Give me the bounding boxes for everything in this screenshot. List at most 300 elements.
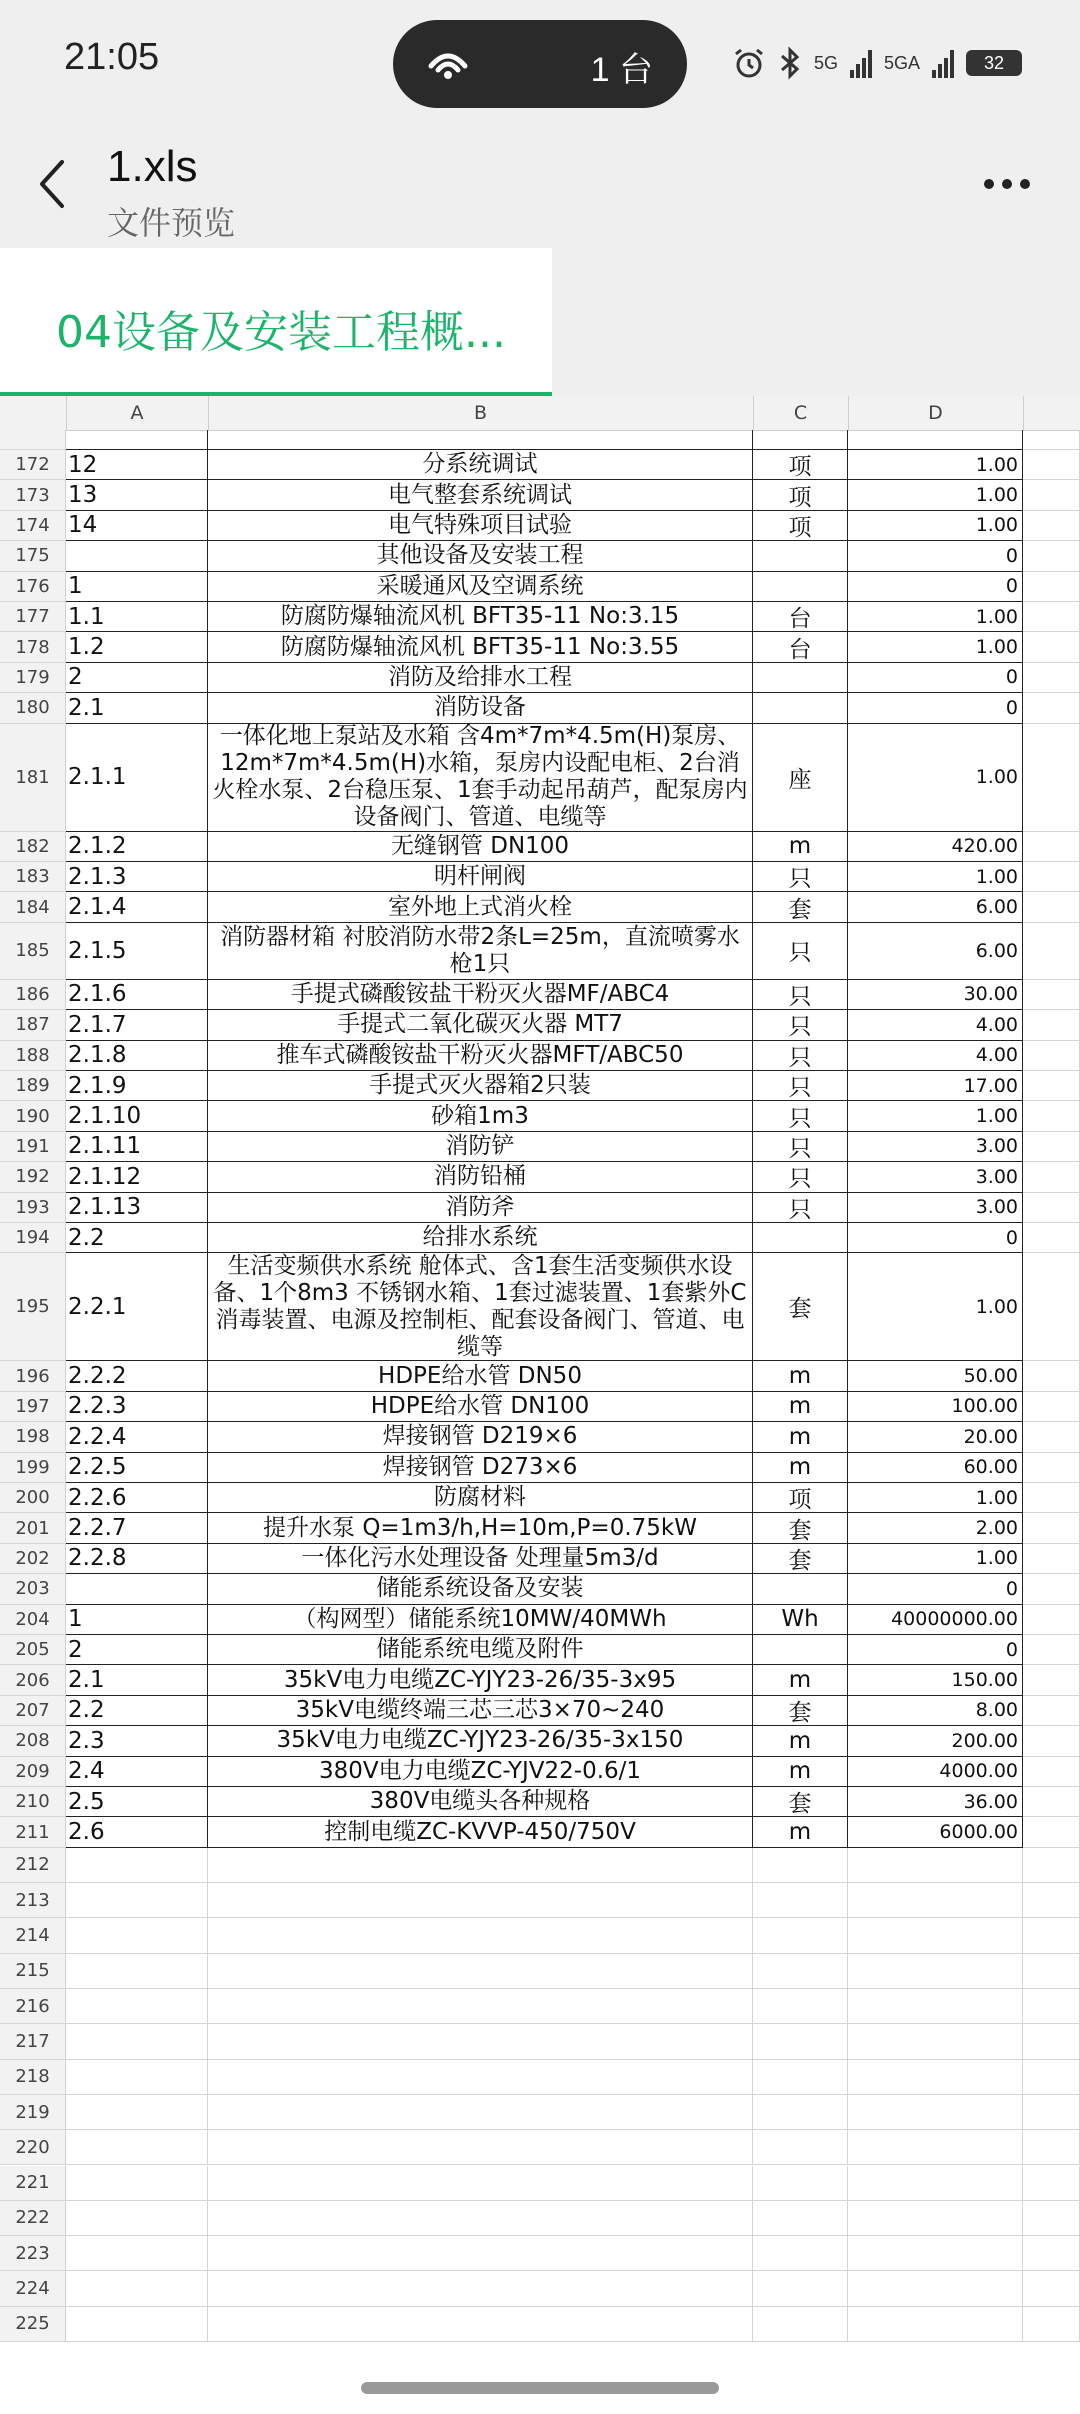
table-cell[interactable] (1023, 430, 1080, 450)
empty-cell[interactable] (66, 2236, 208, 2271)
empty-cell[interactable] (753, 1883, 848, 1918)
table-cell-e[interactable] (1023, 1757, 1080, 1787)
table-cell-b[interactable]: 一体化污水处理设备 处理量5m3/d (208, 1544, 753, 1574)
row-number[interactable]: 220 (0, 2130, 66, 2165)
table-cell-c[interactable]: m (753, 1757, 848, 1787)
row-number[interactable]: 207 (0, 1696, 66, 1726)
row-number[interactable]: 181 (0, 724, 66, 832)
row-number[interactable]: 198 (0, 1422, 66, 1452)
table-cell-b[interactable]: 储能系统设备及安装 (208, 1574, 753, 1604)
table-cell-a[interactable]: 2.2 (66, 1223, 208, 1253)
table-cell-d[interactable]: 1.00 (848, 724, 1023, 832)
table-cell-d[interactable]: 0 (848, 693, 1023, 723)
table-cell-d[interactable]: 3.00 (848, 1162, 1023, 1192)
table-cell-c[interactable]: 台 (753, 602, 848, 632)
empty-cell[interactable] (753, 2166, 848, 2201)
row-number[interactable]: 188 (0, 1041, 66, 1071)
empty-cell[interactable] (66, 2271, 208, 2306)
empty-cell[interactable] (1023, 2130, 1080, 2165)
empty-cell[interactable] (66, 2095, 208, 2130)
table-cell-c[interactable]: 只 (753, 1193, 848, 1223)
table-cell-c[interactable]: 座 (753, 724, 848, 832)
table-cell-c[interactable]: 只 (753, 1010, 848, 1040)
row-number[interactable]: 199 (0, 1453, 66, 1483)
empty-cell[interactable] (66, 2201, 208, 2236)
more-options-icon[interactable] (982, 176, 1032, 192)
row-number[interactable]: 218 (0, 2060, 66, 2095)
empty-cell[interactable] (208, 2130, 753, 2165)
column-header-c[interactable]: C (753, 396, 849, 430)
table-cell-a[interactable]: 2 (66, 1635, 208, 1665)
table-cell-e[interactable] (1023, 1665, 1080, 1695)
table-cell-c[interactable]: 项 (753, 1483, 848, 1513)
table-cell-e[interactable] (1023, 832, 1080, 862)
table-cell-d[interactable]: 0 (848, 1574, 1023, 1604)
empty-cell[interactable] (208, 2024, 753, 2059)
table-cell-d[interactable]: 1.00 (848, 511, 1023, 541)
table-cell-c[interactable]: m (753, 1726, 848, 1756)
table-cell-a[interactable]: 13 (66, 480, 208, 510)
table-cell-e[interactable] (1023, 572, 1080, 602)
table-cell-a[interactable]: 2.6 (66, 1817, 208, 1847)
empty-cell[interactable] (753, 2236, 848, 2271)
table-cell-d[interactable]: 1.00 (848, 602, 1023, 632)
table-cell-b[interactable]: 380V电缆头各种规格 (208, 1787, 753, 1817)
empty-cell[interactable] (753, 2271, 848, 2306)
row-number[interactable]: 223 (0, 2236, 66, 2271)
table-cell-e[interactable] (1023, 1253, 1080, 1361)
table-cell-b[interactable]: 焊接钢管 D273×6 (208, 1453, 753, 1483)
table-cell-a[interactable]: 2.2.6 (66, 1483, 208, 1513)
table-cell-c[interactable]: 只 (753, 862, 848, 892)
table-cell-c[interactable]: 项 (753, 511, 848, 541)
table-cell-e[interactable] (1023, 1162, 1080, 1192)
table-cell-d[interactable]: 3.00 (848, 1132, 1023, 1162)
row-number[interactable]: 202 (0, 1544, 66, 1574)
empty-cell[interactable] (753, 1918, 848, 1953)
table-cell-e[interactable] (1023, 862, 1080, 892)
empty-cell[interactable] (66, 1989, 208, 2024)
table-cell-c[interactable]: 套 (753, 892, 848, 922)
row-number[interactable]: 184 (0, 892, 66, 922)
row-number[interactable]: 215 (0, 1954, 66, 1989)
column-header-b[interactable]: B (208, 396, 754, 430)
table-cell-a[interactable]: 2 (66, 663, 208, 693)
table-cell[interactable] (848, 430, 1023, 450)
table-cell-c[interactable]: 套 (753, 1513, 848, 1543)
row-number[interactable]: 187 (0, 1010, 66, 1040)
empty-cell[interactable] (848, 2236, 1023, 2271)
table-cell-c[interactable] (753, 1574, 848, 1604)
table-cell-a[interactable]: 2.2.5 (66, 1453, 208, 1483)
table-cell-b[interactable]: 控制电缆ZC-KVVP-450/750V (208, 1817, 753, 1847)
table-cell-b[interactable]: 35kV电力电缆ZC-YJY23-26/35-3x150 (208, 1726, 753, 1756)
table-cell-a[interactable]: 2.1.1 (66, 724, 208, 832)
table-cell-c[interactable]: 项 (753, 450, 848, 480)
table-cell-d[interactable]: 100.00 (848, 1392, 1023, 1422)
row-number[interactable]: 205 (0, 1635, 66, 1665)
table-cell-a[interactable]: 2.1.6 (66, 980, 208, 1010)
empty-cell[interactable] (66, 1918, 208, 1953)
row-number[interactable]: 208 (0, 1726, 66, 1756)
table-cell-b[interactable]: 提升水泵 Q=1m3/h,H=10m,P=0.75kW (208, 1513, 753, 1543)
table-cell-d[interactable]: 0 (848, 572, 1023, 602)
table-cell-a[interactable]: 2.1.5 (66, 923, 208, 980)
empty-cell[interactable] (66, 2166, 208, 2201)
empty-cell[interactable] (208, 2201, 753, 2236)
table-cell-a[interactable]: 2.1.13 (66, 1193, 208, 1223)
empty-cell[interactable] (208, 1848, 753, 1883)
row-number[interactable]: 192 (0, 1162, 66, 1192)
table-cell-c[interactable]: 套 (753, 1787, 848, 1817)
empty-cell[interactable] (753, 2024, 848, 2059)
empty-cell[interactable] (753, 2201, 848, 2236)
empty-cell[interactable] (1023, 2236, 1080, 2271)
table-cell-a[interactable]: 2.1.8 (66, 1041, 208, 1071)
table-cell-b[interactable]: 消防器材箱 衬胶消防水带2条L=25m，直流喷雾水枪1只 (208, 923, 753, 980)
table-cell-d[interactable]: 1.00 (848, 480, 1023, 510)
row-number[interactable]: 222 (0, 2201, 66, 2236)
table-cell-e[interactable] (1023, 1193, 1080, 1223)
table-cell-b[interactable]: 无缝钢管 DN100 (208, 832, 753, 862)
table-cell-b[interactable]: 其他设备及安装工程 (208, 541, 753, 571)
table-cell-d[interactable]: 2.00 (848, 1513, 1023, 1543)
table-cell-c[interactable] (753, 1223, 848, 1253)
table-cell-b[interactable]: 推车式磷酸铵盐干粉灭火器MFT/ABC50 (208, 1041, 753, 1071)
table-cell-c[interactable]: m (753, 1665, 848, 1695)
table-cell-b[interactable]: 手提式灭火器箱2只装 (208, 1071, 753, 1101)
row-number[interactable]: 193 (0, 1193, 66, 1223)
table-cell-b[interactable]: 手提式磷酸铵盐干粉灭火器MF/ABC4 (208, 980, 753, 1010)
empty-cell[interactable] (66, 2130, 208, 2165)
empty-cell[interactable] (848, 1989, 1023, 2024)
table-cell-c[interactable]: m (753, 1422, 848, 1452)
table-cell-e[interactable] (1023, 1574, 1080, 1604)
table-cell-c[interactable]: m (753, 832, 848, 862)
column-header-e[interactable] (1023, 396, 1080, 430)
table-cell-b[interactable]: 明杆闸阀 (208, 862, 753, 892)
table-cell-a[interactable]: 2.1.11 (66, 1132, 208, 1162)
table-cell-e[interactable] (1023, 632, 1080, 662)
row-number[interactable]: 219 (0, 2095, 66, 2130)
empty-cell[interactable] (208, 2307, 753, 2342)
table-cell-d[interactable]: 0 (848, 1223, 1023, 1253)
table-cell-e[interactable] (1023, 1726, 1080, 1756)
table-cell-c[interactable]: 项 (753, 480, 848, 510)
table-cell-b[interactable]: HDPE给水管 DN100 (208, 1392, 753, 1422)
row-number[interactable]: 214 (0, 1918, 66, 1953)
table-cell-d[interactable]: 4.00 (848, 1041, 1023, 1071)
table-cell-c[interactable] (753, 663, 848, 693)
row-number[interactable]: 185 (0, 923, 66, 980)
empty-cell[interactable] (1023, 2201, 1080, 2236)
column-header-d[interactable]: D (848, 396, 1024, 430)
table-cell-e[interactable] (1023, 923, 1080, 980)
empty-cell[interactable] (208, 2271, 753, 2306)
row-number[interactable]: 195 (0, 1253, 66, 1361)
empty-cell[interactable] (208, 2060, 753, 2095)
empty-cell[interactable] (848, 2130, 1023, 2165)
table-cell-d[interactable]: 30.00 (848, 980, 1023, 1010)
table-cell-d[interactable]: 1.00 (848, 1253, 1023, 1361)
row-number[interactable]: 224 (0, 2271, 66, 2306)
empty-cell[interactable] (753, 2307, 848, 2342)
table-cell-e[interactable] (1023, 1071, 1080, 1101)
row-number[interactable]: 183 (0, 862, 66, 892)
table-cell-d[interactable]: 0 (848, 541, 1023, 571)
table-cell-c[interactable] (753, 693, 848, 723)
table-cell-a[interactable]: 2.2 (66, 1696, 208, 1726)
table-cell[interactable] (66, 430, 208, 450)
table-cell-a[interactable]: 2.1.10 (66, 1101, 208, 1131)
row-number[interactable]: 225 (0, 2307, 66, 2342)
table-cell-a[interactable]: 2.2.4 (66, 1422, 208, 1452)
table-cell-a[interactable]: 2.2.3 (66, 1392, 208, 1422)
table-cell-a[interactable] (66, 1574, 208, 1604)
empty-cell[interactable] (848, 1954, 1023, 1989)
table-cell-e[interactable] (1023, 724, 1080, 832)
row-number[interactable]: 190 (0, 1101, 66, 1131)
table-cell-c[interactable]: 只 (753, 1162, 848, 1192)
table-cell-c[interactable]: 只 (753, 1101, 848, 1131)
table-cell-a[interactable]: 2.3 (66, 1726, 208, 1756)
table-cell-d[interactable]: 1.00 (848, 862, 1023, 892)
table-cell-e[interactable] (1023, 1392, 1080, 1422)
connection-pill[interactable] (393, 20, 687, 108)
empty-cell[interactable] (208, 2236, 753, 2271)
empty-cell[interactable] (1023, 2060, 1080, 2095)
row-number[interactable]: 182 (0, 832, 66, 862)
table-cell-d[interactable]: 1.00 (848, 632, 1023, 662)
table-cell-e[interactable] (1023, 1422, 1080, 1452)
row-number[interactable]: 186 (0, 980, 66, 1010)
table-cell-a[interactable]: 1 (66, 1605, 208, 1635)
table-cell-d[interactable]: 36.00 (848, 1787, 1023, 1817)
table-cell-c[interactable]: 只 (753, 1071, 848, 1101)
table-cell-d[interactable]: 6000.00 (848, 1817, 1023, 1847)
table-cell-e[interactable] (1023, 1010, 1080, 1040)
table-cell-e[interactable] (1023, 511, 1080, 541)
table-cell-a[interactable]: 2.1 (66, 1665, 208, 1695)
table-cell-b[interactable]: HDPE给水管 DN50 (208, 1361, 753, 1391)
table-cell-b[interactable]: 380V电力电缆ZC-YJV22-0.6/1 (208, 1757, 753, 1787)
table-cell-b[interactable]: 防腐材料 (208, 1483, 753, 1513)
table-cell-e[interactable] (1023, 1041, 1080, 1071)
table-cell-a[interactable] (66, 541, 208, 571)
table-cell-a[interactable]: 2.2.2 (66, 1361, 208, 1391)
table-cell-b[interactable]: 室外地上式消火栓 (208, 892, 753, 922)
table-cell-b[interactable]: 防腐防爆轴流风机 BFT35-11 No:3.15 (208, 602, 753, 632)
table-cell-b[interactable]: 手提式二氧化碳灭火器 MT7 (208, 1010, 753, 1040)
table-cell-e[interactable] (1023, 693, 1080, 723)
table-cell-d[interactable]: 1.00 (848, 1544, 1023, 1574)
table-cell-d[interactable]: 4000.00 (848, 1757, 1023, 1787)
table-cell-d[interactable]: 20.00 (848, 1422, 1023, 1452)
table-cell-b[interactable]: 35kV电力电缆ZC-YJY23-26/35-3x95 (208, 1665, 753, 1695)
spreadsheet[interactable] (0, 396, 1080, 2370)
empty-cell[interactable] (1023, 2271, 1080, 2306)
table-cell-c[interactable]: Wh (753, 1605, 848, 1635)
table-cell-a[interactable]: 2.1 (66, 693, 208, 723)
empty-cell[interactable] (66, 1954, 208, 1989)
table-cell-e[interactable] (1023, 541, 1080, 571)
empty-cell[interactable] (1023, 1883, 1080, 1918)
empty-cell[interactable] (1023, 1918, 1080, 1953)
row-number[interactable]: 175 (0, 541, 66, 571)
empty-cell[interactable] (208, 1989, 753, 2024)
table-cell-a[interactable]: 2.4 (66, 1757, 208, 1787)
empty-cell[interactable] (1023, 2307, 1080, 2342)
row-number[interactable]: 197 (0, 1392, 66, 1422)
row-number[interactable]: 201 (0, 1513, 66, 1543)
table-cell-e[interactable] (1023, 663, 1080, 693)
table-cell-a[interactable]: 2.1.12 (66, 1162, 208, 1192)
row-number[interactable]: 180 (0, 693, 66, 723)
table-cell-b[interactable]: 给排水系统 (208, 1223, 753, 1253)
empty-cell[interactable] (66, 1883, 208, 1918)
empty-cell[interactable] (848, 2307, 1023, 2342)
table-cell-e[interactable] (1023, 1132, 1080, 1162)
table-cell-b[interactable]: 消防斧 (208, 1193, 753, 1223)
row-number[interactable]: 209 (0, 1757, 66, 1787)
table-cell-c[interactable]: 套 (753, 1253, 848, 1361)
table-cell-b[interactable]: 消防铲 (208, 1132, 753, 1162)
table-cell-e[interactable] (1023, 480, 1080, 510)
table-cell-a[interactable]: 2.2.8 (66, 1544, 208, 1574)
row-number[interactable]: 204 (0, 1605, 66, 1635)
row-number[interactable]: 216 (0, 1989, 66, 2024)
column-header-a[interactable]: A (66, 396, 209, 430)
empty-cell[interactable] (848, 2095, 1023, 2130)
row-number[interactable]: 176 (0, 572, 66, 602)
sheet-tab[interactable] (0, 248, 552, 396)
empty-cell[interactable] (848, 2060, 1023, 2095)
row-number[interactable]: 194 (0, 1223, 66, 1253)
table-cell-d[interactable]: 200.00 (848, 1726, 1023, 1756)
table-cell-e[interactable] (1023, 1513, 1080, 1543)
row-number[interactable]: 221 (0, 2166, 66, 2201)
table-cell-c[interactable]: m (753, 1817, 848, 1847)
table-cell-c[interactable]: m (753, 1361, 848, 1391)
empty-cell[interactable] (1023, 2024, 1080, 2059)
table-cell-b[interactable]: 砂箱1m3 (208, 1101, 753, 1131)
table-cell-d[interactable]: 6.00 (848, 892, 1023, 922)
table-cell-b[interactable]: （构网型）储能系统10MW/40MWh (208, 1605, 753, 1635)
table-cell-a[interactable]: 1.2 (66, 632, 208, 662)
row-number[interactable]: 174 (0, 511, 66, 541)
row-number[interactable]: 177 (0, 602, 66, 632)
table-cell-d[interactable]: 1.00 (848, 1483, 1023, 1513)
row-number[interactable]: 178 (0, 632, 66, 662)
table-cell-e[interactable] (1023, 1605, 1080, 1635)
row-number[interactable]: 196 (0, 1361, 66, 1391)
empty-cell[interactable] (66, 2060, 208, 2095)
table-cell-d[interactable]: 1.00 (848, 450, 1023, 480)
table-cell-a[interactable]: 2.1.2 (66, 832, 208, 862)
table-cell-c[interactable]: 套 (753, 1544, 848, 1574)
table-cell-d[interactable]: 1.00 (848, 1101, 1023, 1131)
table-cell-e[interactable] (1023, 1544, 1080, 1574)
table-cell-b[interactable]: 储能系统电缆及附件 (208, 1635, 753, 1665)
empty-cell[interactable] (1023, 2166, 1080, 2201)
table-cell-e[interactable] (1023, 1483, 1080, 1513)
table-cell-d[interactable]: 0 (848, 1635, 1023, 1665)
empty-cell[interactable] (208, 1918, 753, 1953)
table-cell-a[interactable]: 2.5 (66, 1787, 208, 1817)
table-cell-e[interactable] (1023, 1361, 1080, 1391)
empty-cell[interactable] (208, 2166, 753, 2201)
table-cell-a[interactable]: 2.1.7 (66, 1010, 208, 1040)
table-cell[interactable] (208, 430, 753, 450)
empty-cell[interactable] (208, 1883, 753, 1918)
row-number[interactable]: 179 (0, 663, 66, 693)
table-cell-c[interactable]: 只 (753, 1132, 848, 1162)
table-cell-b[interactable]: 消防铅桶 (208, 1162, 753, 1192)
empty-cell[interactable] (753, 2095, 848, 2130)
empty-cell[interactable] (848, 1883, 1023, 1918)
table-cell-e[interactable] (1023, 602, 1080, 632)
table-cell-a[interactable]: 2.2.7 (66, 1513, 208, 1543)
table-cell-d[interactable]: 17.00 (848, 1071, 1023, 1101)
table-cell-a[interactable]: 2.2.1 (66, 1253, 208, 1361)
row-number[interactable]: 189 (0, 1071, 66, 1101)
table-cell-b[interactable]: 防腐防爆轴流风机 BFT35-11 No:3.55 (208, 632, 753, 662)
row-number[interactable]: 212 (0, 1848, 66, 1883)
empty-cell[interactable] (753, 1954, 848, 1989)
table-cell-e[interactable] (1023, 1453, 1080, 1483)
table-cell[interactable] (753, 430, 848, 450)
table-cell-a[interactable]: 14 (66, 511, 208, 541)
table-cell-d[interactable]: 150.00 (848, 1665, 1023, 1695)
table-cell-e[interactable] (1023, 1223, 1080, 1253)
empty-cell[interactable] (848, 2024, 1023, 2059)
empty-cell[interactable] (1023, 1848, 1080, 1883)
row-number[interactable]: 203 (0, 1574, 66, 1604)
table-cell-b[interactable]: 采暖通风及空调系统 (208, 572, 753, 602)
table-cell-a[interactable]: 2.1.4 (66, 892, 208, 922)
empty-cell[interactable] (1023, 1954, 1080, 1989)
table-cell-c[interactable]: 台 (753, 632, 848, 662)
row-number[interactable]: 191 (0, 1132, 66, 1162)
empty-cell[interactable] (753, 1848, 848, 1883)
table-cell-d[interactable]: 40000000.00 (848, 1605, 1023, 1635)
table-cell-a[interactable]: 1 (66, 572, 208, 602)
row-number[interactable]: 172 (0, 450, 66, 480)
empty-cell[interactable] (753, 1989, 848, 2024)
back-arrow-icon[interactable] (30, 154, 74, 214)
table-cell-c[interactable] (753, 572, 848, 602)
table-cell-a[interactable]: 12 (66, 450, 208, 480)
table-cell-c[interactable]: 套 (753, 1696, 848, 1726)
row-number[interactable]: 206 (0, 1665, 66, 1695)
empty-cell[interactable] (1023, 2095, 1080, 2130)
empty-cell[interactable] (848, 1918, 1023, 1953)
table-cell-d[interactable]: 0 (848, 663, 1023, 693)
row-number[interactable] (0, 430, 66, 450)
table-cell-e[interactable] (1023, 1635, 1080, 1665)
table-cell-d[interactable]: 420.00 (848, 832, 1023, 862)
table-cell-b[interactable]: 生活变频供水系统 舱体式、含1套生活变频供水设备、1个8m3 不锈钢水箱、1套过滤装置、1套紫外C消毒装置、电源及控制柜、配套设备阀门、管道、电缆等 (208, 1253, 753, 1361)
empty-cell[interactable] (208, 1954, 753, 1989)
empty-cell[interactable] (208, 2095, 753, 2130)
table-cell-e[interactable] (1023, 1787, 1080, 1817)
row-number[interactable]: 210 (0, 1787, 66, 1817)
table-cell-c[interactable]: 只 (753, 980, 848, 1010)
empty-cell[interactable] (66, 2307, 208, 2342)
table-cell-b[interactable]: 一体化地上泵站及水箱 含4m*7m*4.5m(H)泵房、12m*7m*4.5m(H)水箱，泵房内设配电柜、2台消火栓水泵、2台稳压泵、1套手动起吊葫芦，配泵房内设备阀门、管道、电缆等 (208, 724, 753, 832)
table-cell-b[interactable]: 35kV电缆终端三芯三芯3×70~240 (208, 1696, 753, 1726)
empty-cell[interactable] (848, 1848, 1023, 1883)
